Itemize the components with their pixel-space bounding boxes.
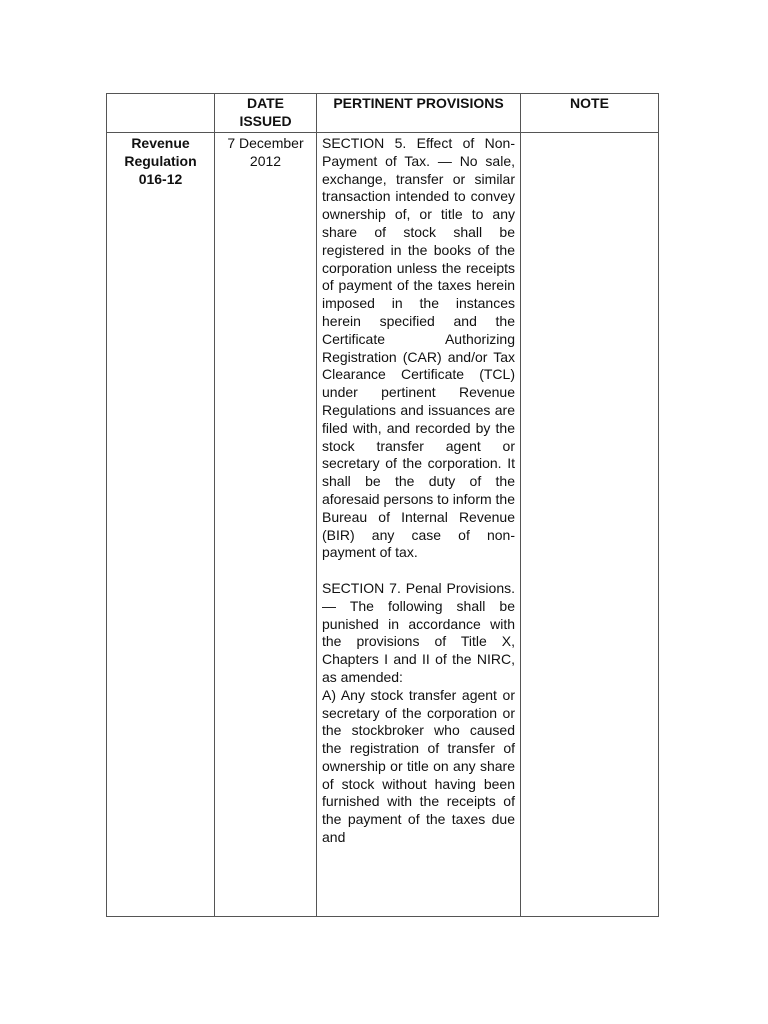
header-blank (107, 94, 215, 133)
paragraph-gap (322, 562, 515, 580)
table-header-row (107, 94, 659, 133)
header-note: NOTE (521, 94, 659, 133)
provisions-table (106, 93, 659, 917)
header-date-issued: DATE ISSUED (215, 94, 317, 133)
header-pertinent-provisions: PERTINENT PROVISIONS (317, 94, 521, 133)
pertinent-provisions-cell (317, 133, 521, 917)
date-issued: 7 December 2012 (215, 133, 317, 917)
note-cell (521, 133, 659, 917)
table-row (107, 133, 659, 917)
section-7-a-text: A) Any stock transfer agent or secretary of the corporation or the stockbroker who caused the registration of transfer of ownership or title on any share of stock without having been furnished with the receipts of the payment of the taxes due and (322, 686, 515, 846)
section-5-text: SECTION 5. Effect of Non-Payment of Tax. — No sale, exchange, transfer or similar transaction intended to convey ownership of, or title to any share of stock shall be registered in the books of the corporation unless the receipts of payment of the taxes herein imposed in the instances herein specified and the Certificate Authorizing Registration (CAR) and/or Tax Clearance Certificate (TCL) under pertinent Revenue Regulations and issuances are filed with, and recorded by the stock transfer agent or secretary of the corporation. It shall be the duty of the aforesaid persons to inform the Bureau of Internal Revenue (BIR) any case of non-payment of tax. (322, 135, 515, 561)
section-7-intro-text: SECTION 7. Penal Provisions. — The following shall be punished in accordance with the provisions of Title X, Chapters I and II of the NIRC, as amended: (322, 579, 515, 685)
regulation-name: Revenue Regulation 016-12 (107, 133, 215, 917)
